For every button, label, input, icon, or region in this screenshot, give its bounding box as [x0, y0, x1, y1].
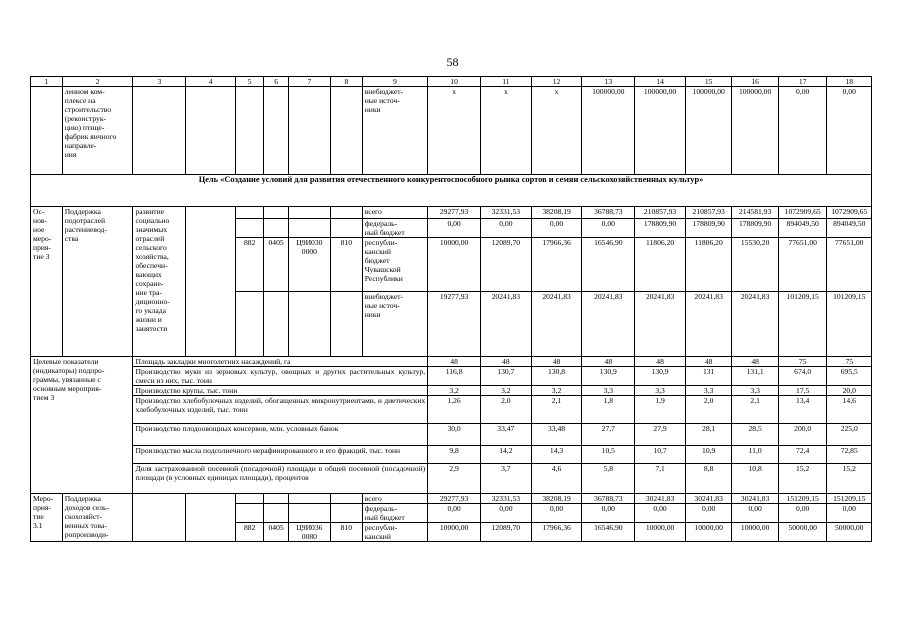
measure-name: Поддержка подотраслей растениевод- ства	[62, 207, 133, 357]
value-cell: 38208,19	[531, 494, 582, 504]
value-cell: 20241,83	[582, 292, 635, 357]
value-cell: 3,2	[531, 386, 582, 396]
value-cell: 2,1	[531, 396, 582, 424]
value-cell: 20241,83	[732, 292, 778, 357]
cell-empty	[331, 504, 363, 523]
value-cell: 894049,50	[778, 219, 827, 238]
value-cell: 11,0	[732, 446, 778, 464]
value-cell: 48	[531, 357, 582, 367]
value-cell: 0,00	[531, 219, 582, 238]
budget-code: 882	[235, 238, 264, 292]
value-cell: 178809,90	[732, 219, 778, 238]
cell-empty	[235, 504, 264, 523]
value-cell: 178809,90	[635, 219, 686, 238]
column-number: 1	[31, 77, 63, 87]
value-cell: 3,2	[428, 386, 481, 396]
value-cell: 12089,70	[481, 523, 532, 542]
value-cell: х	[428, 87, 481, 175]
indicator-row	[31, 446, 872, 464]
cell-empty	[331, 207, 363, 219]
value-cell: 0,00	[582, 219, 635, 238]
page-number: 58	[446, 55, 459, 69]
value-cell: 3,7	[481, 464, 532, 494]
value-cell: 75	[778, 357, 827, 367]
cell-empty	[235, 292, 264, 357]
cell-empty	[235, 207, 264, 219]
indicator-name: Производство плодоовощных консервов, млн. условных банок	[133, 424, 428, 446]
value-cell: 674,0	[778, 367, 827, 386]
value-cell: 151209,15	[778, 494, 827, 504]
indicator-name: Производство хлебобулочных изделий, обогащенных микронутриентами, и диетических хлебобулочных изделий, тыс. тонн	[133, 396, 428, 424]
value-cell: 10000,00	[685, 523, 731, 542]
value-cell: 11806,20	[685, 238, 731, 292]
value-cell: 20241,83	[481, 292, 532, 357]
column-number: 7	[288, 77, 330, 87]
value-cell: 116,8	[428, 367, 481, 386]
value-cell: 50000,00	[778, 523, 827, 542]
value-cell: 33,48	[531, 424, 582, 446]
indicator-row	[31, 357, 872, 367]
measure-number: Меро- прия- тие 3.1	[31, 494, 63, 542]
column-number: 3	[133, 77, 186, 87]
value-cell: 27,7	[582, 424, 635, 446]
indicator-row	[31, 386, 872, 396]
budget-code: 0405	[264, 238, 288, 292]
indicators-label: Целевые показатели (индикаторы) подпро- граммы, увязанные с основным мероприя- тием 3	[31, 357, 133, 494]
value-cell: 10000,00	[428, 523, 481, 542]
measure-name: ленном ком- плексе на строительство (реконструк- цию) птице- фабрик яичного направле- ния	[62, 87, 133, 175]
column-number: 8	[331, 77, 363, 87]
cell-empty	[264, 207, 288, 219]
value-cell: 10,5	[582, 446, 635, 464]
value-cell: 130,8	[531, 367, 582, 386]
cell-empty	[133, 87, 186, 175]
value-cell: 0,00	[685, 504, 731, 523]
value-cell: 2,9	[428, 464, 481, 494]
cell-empty	[264, 219, 288, 238]
cell-empty	[288, 87, 330, 175]
indicator-name: Производство крупы, тыс. тонн	[133, 386, 428, 396]
cell-empty	[288, 494, 330, 504]
funding-source: федераль- ный бюджет	[362, 219, 428, 238]
cell-empty	[235, 87, 264, 175]
value-cell: 2,0	[685, 396, 731, 424]
indicator-row	[31, 424, 872, 446]
cell-empty	[288, 504, 330, 523]
column-number: 18	[827, 77, 872, 87]
value-cell: 20241,83	[531, 292, 582, 357]
value-cell: 32331,53	[481, 207, 532, 219]
value-cell: 3,3	[732, 386, 778, 396]
value-cell: 48	[582, 357, 635, 367]
cell-empty	[133, 494, 186, 542]
value-cell: 0,00	[827, 504, 872, 523]
value-cell: 14,3	[531, 446, 582, 464]
value-cell: 210857,93	[685, 207, 731, 219]
value-cell: 1,26	[428, 396, 481, 424]
header-row	[31, 77, 872, 87]
indicator-name: Производство масла подсолнечного нерафинированного и его фракций, тыс. тонн	[133, 446, 428, 464]
value-cell: 0,00	[732, 504, 778, 523]
funding-source: федераль- ный бюджет	[362, 504, 428, 523]
budget-table	[30, 76, 872, 542]
indicator-name: Площадь закладки многолетних насаждений, га	[133, 357, 428, 367]
indicator-name: Доля застрахованной посевной (посадочной) площади в общей посевной (посадочной) площади (в условных единицах площади), процентов	[133, 464, 428, 494]
column-number: 4	[186, 77, 236, 87]
funding-source: внебюджет- ные источ- ники	[362, 292, 428, 357]
value-cell: 11806,20	[635, 238, 686, 292]
value-cell: 0,00	[428, 219, 481, 238]
value-cell: 2,0	[481, 396, 532, 424]
budget-code: Ц9И036 0080	[288, 523, 330, 542]
cell-empty	[235, 494, 264, 504]
value-cell: 29277,93	[428, 207, 481, 219]
budget-code: 810	[331, 238, 363, 292]
value-cell: 30241,83	[635, 494, 686, 504]
value-cell: 28,5	[732, 424, 778, 446]
value-cell: 48	[428, 357, 481, 367]
value-cell: 14,2	[481, 446, 532, 464]
value-cell: 38208,19	[531, 207, 582, 219]
cell-empty	[288, 292, 330, 357]
cell-empty	[186, 207, 236, 357]
value-cell: 10,7	[635, 446, 686, 464]
value-cell: 10,8	[732, 464, 778, 494]
budget-code: 0405	[264, 523, 288, 542]
value-cell: 225,0	[827, 424, 872, 446]
value-cell: 8,8	[685, 464, 731, 494]
value-cell: 16546,90	[582, 523, 635, 542]
value-cell: 48	[732, 357, 778, 367]
value-cell: 20241,83	[685, 292, 731, 357]
cell-empty	[331, 292, 363, 357]
value-cell: 0,00	[635, 504, 686, 523]
value-cell: 130,9	[635, 367, 686, 386]
value-cell: 130,7	[481, 367, 532, 386]
column-number: 12	[531, 77, 582, 87]
cell-empty	[264, 494, 288, 504]
value-cell: х	[481, 87, 532, 175]
indicator-row	[31, 464, 872, 494]
goal-row	[31, 175, 872, 207]
value-cell: 10000,00	[428, 238, 481, 292]
column-number: 13	[582, 77, 635, 87]
value-cell: 20,0	[827, 386, 872, 396]
value-cell: 214581,93	[732, 207, 778, 219]
value-cell: 29277,93	[428, 494, 481, 504]
value-cell: 9,8	[428, 446, 481, 464]
cell-empty	[288, 207, 330, 219]
value-cell: 48	[635, 357, 686, 367]
value-cell: 100000,00	[635, 87, 686, 175]
value-cell: 0,00	[428, 504, 481, 523]
value-cell: 0,00	[778, 87, 827, 175]
value-cell: 100000,00	[685, 87, 731, 175]
value-cell: 30241,83	[732, 494, 778, 504]
value-cell: 100000,00	[582, 87, 635, 175]
value-cell: 77651,00	[778, 238, 827, 292]
column-number: 6	[264, 77, 288, 87]
cell-empty	[288, 219, 330, 238]
column-number: 10	[428, 77, 481, 87]
value-cell: 36788,73	[582, 207, 635, 219]
column-number: 5	[235, 77, 264, 87]
value-cell: 0,00	[481, 504, 532, 523]
value-cell: 15530,20	[732, 238, 778, 292]
value-cell: 36788,73	[582, 494, 635, 504]
value-cell: 210857,93	[635, 207, 686, 219]
column-number: 16	[732, 77, 778, 87]
funding-source: республи- канский бюджет Чувашской Республики	[362, 238, 428, 292]
value-cell: 72,85	[827, 446, 872, 464]
value-cell: 77651,00	[827, 238, 872, 292]
value-cell: 894049,50	[827, 219, 872, 238]
table-row	[31, 207, 872, 219]
value-cell: 33,47	[481, 424, 532, 446]
measure-goal: развитие социально значимых отраслей сельского хозяйства, обеспечи- вающих сохране- ние тра- диционно- го уклада жизни и занятости	[133, 207, 186, 357]
value-cell: 16546,90	[582, 238, 635, 292]
value-cell: 10000,00	[635, 523, 686, 542]
budget-code: 810	[331, 523, 363, 542]
value-cell: 0,00	[778, 504, 827, 523]
indicator-row	[31, 367, 872, 386]
column-number: 9	[362, 77, 428, 87]
value-cell: 1,9	[635, 396, 686, 424]
value-cell: 48	[481, 357, 532, 367]
table-row	[31, 494, 872, 504]
value-cell: 3,3	[685, 386, 731, 396]
value-cell: 13,4	[778, 396, 827, 424]
value-cell: 17,5	[778, 386, 827, 396]
value-cell: 17966,36	[531, 523, 582, 542]
value-cell: 72,4	[778, 446, 827, 464]
value-cell: 101209,15	[827, 292, 872, 357]
funding-source: всего	[362, 494, 428, 504]
column-number: 17	[778, 77, 827, 87]
value-cell: 2,1	[732, 396, 778, 424]
cell-empty	[264, 292, 288, 357]
goal-title: Цель «Создание условий для развития отечественного конкурентоспособного рынка сортов и семян сельскохозяйственных культур»	[31, 175, 872, 207]
value-cell: 5,8	[582, 464, 635, 494]
value-cell: 30,0	[428, 424, 481, 446]
value-cell: 3,2	[481, 386, 532, 396]
funding-source: внебюджет- ные источ- ники	[362, 87, 428, 175]
value-cell: 131	[685, 367, 731, 386]
cell-empty	[186, 494, 236, 542]
value-cell: 10,9	[685, 446, 731, 464]
cell-empty	[331, 219, 363, 238]
value-cell: 28,1	[685, 424, 731, 446]
value-cell: 50000,00	[827, 523, 872, 542]
value-cell: 101209,15	[778, 292, 827, 357]
value-cell: 3,3	[582, 386, 635, 396]
indicator-row	[31, 396, 872, 424]
value-cell: 10000,00	[732, 523, 778, 542]
value-cell: 48	[685, 357, 731, 367]
value-cell: 27,9	[635, 424, 686, 446]
value-cell: 75	[827, 357, 872, 367]
value-cell: 15,2	[827, 464, 872, 494]
column-number: 14	[635, 77, 686, 87]
value-cell: 695,5	[827, 367, 872, 386]
cell-empty	[186, 87, 236, 175]
column-number: 15	[685, 77, 731, 87]
value-cell: 19277,93	[428, 292, 481, 357]
budget-code: Ц9И030 0000	[288, 238, 330, 292]
value-cell: 17966,36	[531, 238, 582, 292]
funding-source: республи- канский	[362, 523, 428, 542]
value-cell: 15,2	[778, 464, 827, 494]
value-cell: 131,1	[732, 367, 778, 386]
measure-number: Ос- нов- ное меро- прия- тие 3	[31, 207, 63, 357]
measure-name: Поддержка доходов сель- скохозяйст- венных това- ропроизводи-	[62, 494, 133, 542]
value-cell: 0,00	[481, 219, 532, 238]
value-cell: 200,0	[778, 424, 827, 446]
value-cell: 1,8	[582, 396, 635, 424]
column-number: 2	[62, 77, 133, 87]
value-cell: 7,1	[635, 464, 686, 494]
cell-empty	[235, 219, 264, 238]
value-cell: 12089,70	[481, 238, 532, 292]
value-cell: 151209,15	[827, 494, 872, 504]
value-cell: 4,6	[531, 464, 582, 494]
value-cell: 130,9	[582, 367, 635, 386]
value-cell: 0,00	[531, 504, 582, 523]
value-cell: х	[531, 87, 582, 175]
value-cell: 30241,83	[685, 494, 731, 504]
value-cell: 3,3	[635, 386, 686, 396]
cell-empty	[331, 494, 363, 504]
value-cell: 0,00	[582, 504, 635, 523]
indicator-name: Производство муки из зерновых культур, овощных и других растительных культур, смеси из них, тыс. тонн	[133, 367, 428, 386]
value-cell: 178809,90	[685, 219, 731, 238]
value-cell: 20241,83	[635, 292, 686, 357]
table-row	[31, 87, 872, 175]
funding-source: всего	[362, 207, 428, 219]
column-number: 11	[481, 77, 532, 87]
value-cell: 0,00	[827, 87, 872, 175]
cell-empty	[264, 87, 288, 175]
value-cell: 1072909,65	[778, 207, 827, 219]
value-cell: 14,6	[827, 396, 872, 424]
cell-empty	[331, 87, 363, 175]
value-cell: 1072909,65	[827, 207, 872, 219]
value-cell: 100000,00	[732, 87, 778, 175]
value-cell: 32331,53	[481, 494, 532, 504]
cell-empty	[31, 87, 63, 175]
budget-code: 882	[235, 523, 264, 542]
cell-empty	[264, 504, 288, 523]
